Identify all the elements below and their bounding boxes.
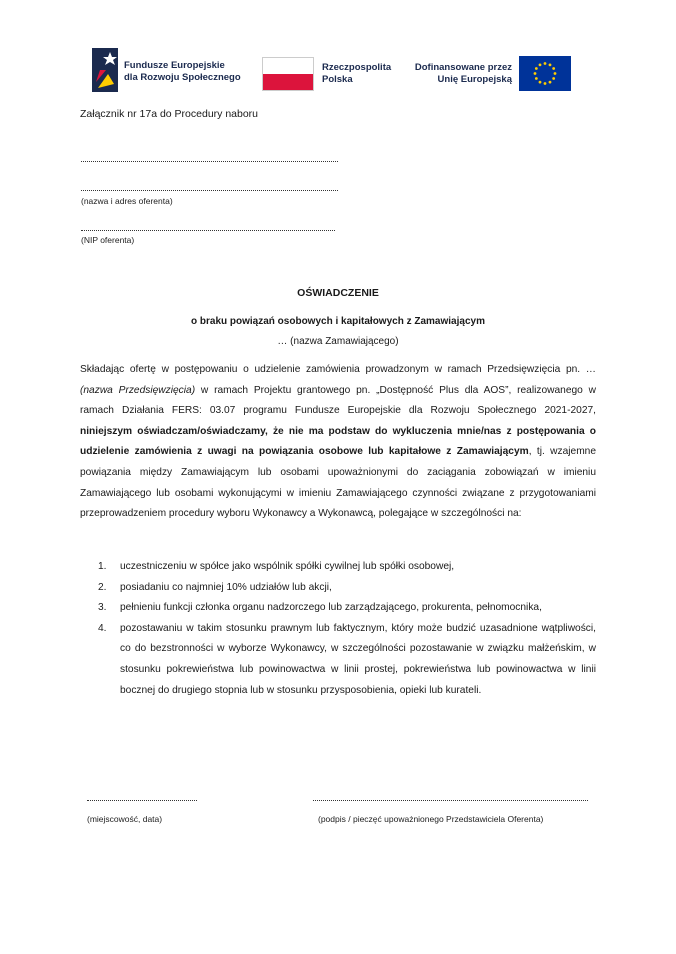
attachment-label: Załącznik nr 17a do Procedury naboru — [80, 108, 259, 120]
poland-flag — [262, 57, 314, 91]
eu-flag-icon — [519, 56, 571, 91]
p1-b: w ramach Projektu grantowego pn. „Dostępność Plus dla AOS”, realizowanego w ramach Działania FERS: 03.07 programu Fundusze Europejskie dla Rozwoju Społecznego 2021-2027, — [80, 384, 596, 417]
offeror-line-1 — [81, 161, 338, 162]
nip-line — [81, 230, 335, 231]
offeror-line-2 — [81, 190, 338, 191]
eu-line2: Unię Europejską — [437, 74, 512, 85]
eu-star-icon — [549, 81, 552, 84]
fe-logo — [92, 48, 252, 92]
rp-line2: Polska — [322, 74, 353, 85]
fe-logo-line1: Fundusze Europejskie — [124, 60, 225, 71]
eu-star-icon — [544, 62, 547, 65]
eu-star-icon — [539, 63, 542, 66]
eu-star-icon — [552, 67, 555, 70]
eu-star-icon — [534, 72, 537, 75]
eu-star-icon — [549, 63, 552, 66]
list-item: 2. posiadaniu co najmniej 10% udziałów lub akcji, — [98, 581, 332, 593]
contracting-authority-name: … (nazwa Zamawiającego) — [277, 336, 399, 347]
conditions-list — [98, 557, 596, 701]
fe-logo-line2: dla Rozwoju Społecznego — [124, 72, 241, 83]
rp-line1: Rzeczpospolita — [322, 62, 392, 73]
document-title: OŚWIADCZENIE — [297, 287, 379, 299]
eu-star-icon — [535, 77, 538, 80]
eu-star-icon — [554, 72, 557, 75]
p1-c: , tj. wzajemne powiązania między Zamawiającym lub osobami upoważnionymi do zaciągania zobowiązań w imieniu Zamawiającego lub osobami wykonującymi w imieniu Zamawiającego czynności związane z przygotowaniami przeprowadzeniem procedury wyboru Wykonawcy a Wykonawcą, polegające w szczególności na: — [80, 446, 597, 520]
document-subtitle: o braku powiązań osobowych i kapitałowych z Zamawiającym — [191, 316, 485, 327]
fe-logo-icon — [92, 48, 118, 92]
eu-star-icon — [552, 77, 555, 80]
list-item: 4. pozostawaniu w takim stosunku prawnym lub faktycznym, który może budzić uzasadnione wątpliwości, co do bezstronności w wyborze Wykonawcy, w szczególności pozostawanie w związku małżeńskim, w stosunku pokrewieństwa lub powinowactwa w linii prostej, pokrewieństwa lub powinowactwa w linii bocznej do drugiego stopnia lub w stosunku przysposobienia, opieki lub kurateli. — [98, 622, 596, 696]
p1-a: Składając ofertę w postępowaniu o udzielenie zamówienia prowadzonym w ramach Przedsięwzięcia pn. … — [80, 364, 596, 375]
list-item: 3. pełnieniu funkcji członka organu nadzorczego lub zarządzającego, prokurenta, pełnomocnika, — [98, 602, 542, 614]
signature-line — [313, 800, 588, 801]
signature-caption: (podpis / pieczęć upoważnionego Przedstawiciela Oferenta) — [318, 814, 544, 824]
offeror-name-caption: (nazwa i adres oferenta) — [81, 196, 173, 206]
eu-star-icon — [535, 67, 538, 70]
place-date-caption: (miejscowość, data) — [87, 814, 163, 824]
eu-star-icon — [539, 81, 542, 84]
declaration-paragraph — [80, 360, 596, 525]
nip-caption: (NIP oferenta) — [81, 235, 135, 245]
eu-line1: Dofinansowane przez — [414, 62, 512, 73]
p1-italic: (nazwa Przedsięwzięcia) — [80, 384, 196, 396]
p1-bold: niniejszym oświadczam/oświadczamy, że nie ma podstaw do wykluczenia mnie/nas z postępowania o udzielenie zamówienia z uwagi na powiązania osobowe lub kapitałowe z Zamawiającym — [80, 425, 596, 458]
list-item: 1. uczestniczeniu w spółce jako wspólnik spółki cywilnej lub spółki osobowej, — [98, 561, 455, 572]
eu-star-icon — [544, 82, 547, 85]
place-date-line — [87, 800, 197, 801]
